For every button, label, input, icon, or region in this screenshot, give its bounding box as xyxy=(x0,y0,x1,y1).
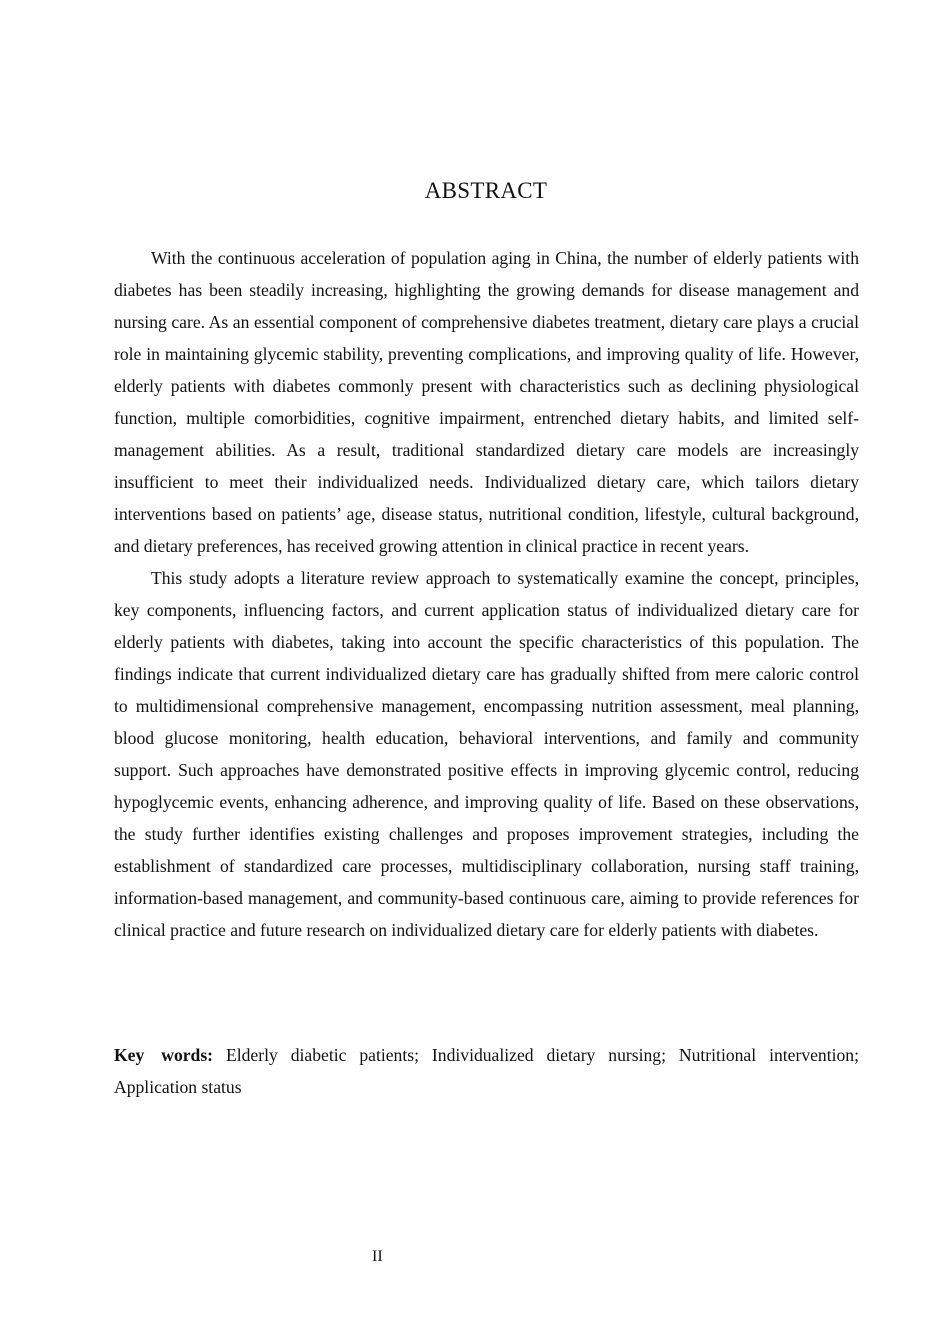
abstract-paragraph-2: This study adopts a literature review approach to systematically examine the concept, principles, key components, influencing factors, and current application status of individualized dietary care for elderly patients with diabetes, taking into account the specific characteristics of this population. The findings indicate that current individualized dietary care has gradually shifted from mere caloric control to multidimensional comprehensive management, encompassing nutrition assessment, meal planning, blood glucose monitoring, health education, behavioral interventions, and family and community support. Such approaches have demonstrated positive effects in improving glycemic control, reducing hypoglycemic events, enhancing adherence, and improving quality of life. Based on these observations, the study further identifies existing challenges and proposes improvement strategies, including the establishment of standardized care processes, multidisciplinary collaboration, nursing staff training, information-based management, and community-based continuous care, aiming to provide references for clinical practice and future research on individualized dietary care for elderly patients with diabetes. xyxy=(114,568,859,940)
abstract-title: ABSTRACT xyxy=(424,178,548,203)
keywords-label: Key words: xyxy=(114,1045,214,1065)
page-number: II xyxy=(372,1248,383,1265)
abstract-body xyxy=(114,242,859,946)
keywords-text: Elderly diabetic patients; Individualized dietary nursing; Nutritional intervention; Application status xyxy=(114,1045,859,1097)
abstract-paragraph-1: With the continuous acceleration of population aging in China, the number of elderly patients with diabetes has been steadily increasing, highlighting the growing demands for disease management and nursing care. As an essential component of comprehensive diabetes treatment, dietary care plays a crucial role in maintaining glycemic stability, preventing complications, and improving quality of life. However, elderly patients with diabetes commonly present with characteristics such as declining physiological function, multiple comorbidities, cognitive impairment, entrenched dietary habits, and limited self-management abilities. As a result, traditional standardized dietary care models are increasingly insufficient to meet their individualized needs. Individualized dietary care, which tailors dietary interventions based on patients’ age, disease status, nutritional condition, lifestyle, cultural background, and dietary preferences, has received growing attention in clinical practice in recent years. xyxy=(114,248,859,556)
keywords-line xyxy=(114,1039,859,1103)
